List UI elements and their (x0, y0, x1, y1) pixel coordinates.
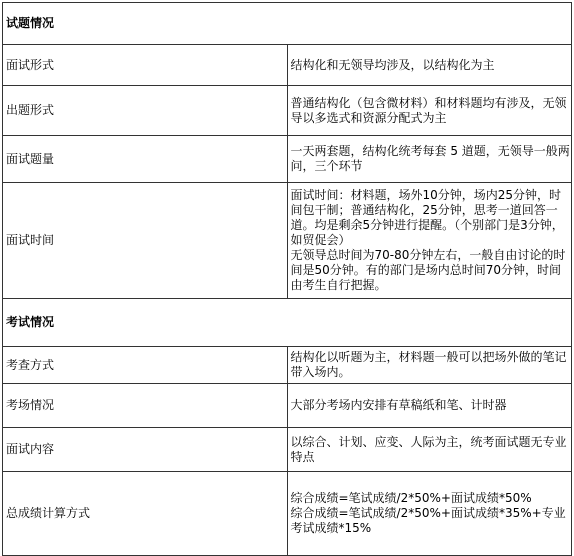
row-label: 面试内容 (3, 428, 288, 472)
section-header-row (3, 3, 572, 45)
row-value (287, 347, 572, 384)
value-line: 综合成绩=笔试成绩/2*50%+面试成绩*50% (290, 491, 532, 505)
table-row (3, 183, 572, 299)
value-line: 综合成绩=笔试成绩/2*50%+面试成绩*35%+专业考试成绩*15% (290, 506, 566, 535)
row-label: 考场情况 (3, 384, 288, 428)
row-value (287, 45, 572, 86)
table-row (3, 347, 572, 384)
table-row (3, 384, 572, 428)
table-row (3, 472, 572, 556)
row-value (287, 428, 572, 472)
row-label: 面试时间 (3, 183, 288, 299)
table-row (3, 136, 572, 183)
table-row (3, 45, 572, 86)
section-header-row (3, 299, 572, 347)
value-line: 结构化和无领导均涉及，以结构化为主 (290, 57, 495, 72)
value-line: 无领导总时间为70-80分钟左右，一般自由讨论的时间是50分钟。有的部门是场内总时间70分钟，时间由考生自行把握。 (290, 248, 566, 292)
section-title-exam: 考试情况 (3, 299, 572, 347)
value-line: 一天两套题，结构化统考每套 5 道题，无领导一般两问，三个环节 (290, 144, 570, 173)
interview-info-table (2, 2, 572, 556)
row-value (287, 86, 572, 136)
row-label: 面试形式 (3, 45, 288, 86)
value-line: 以综合、计划、应变、人际为主，统考面试题无专业特点 (290, 434, 567, 464)
row-value (287, 384, 572, 428)
value-line: 大部分考场内安排有草稿纸和笔、计时器 (290, 398, 507, 412)
value-line: 普通结构化（包含微材料）和材料题均有涉及，无领导以多选式和资源分配式为主 (290, 95, 567, 125)
value-line: 结构化以听题为主，材料题一般可以把场外做的笔记带入场内。 (290, 350, 567, 379)
row-value (287, 183, 572, 299)
row-value (287, 472, 572, 556)
row-label: 面试题量 (3, 136, 288, 183)
value-line: 面试时间：材料题，场外10分钟，场内25分钟，时间包干制；普通结构化，25分钟，思考一道回答一道。均是剩余5分钟进行提醒。（个别部门是3分钟，如贸促会） (290, 188, 564, 247)
row-label: 考查方式 (3, 347, 288, 384)
section-title-questions: 试题情况 (3, 3, 572, 45)
row-value (287, 136, 572, 183)
table-row (3, 428, 572, 472)
row-label: 出题形式 (3, 86, 288, 136)
row-label: 总成绩计算方式 (3, 472, 288, 556)
table-row (3, 86, 572, 136)
